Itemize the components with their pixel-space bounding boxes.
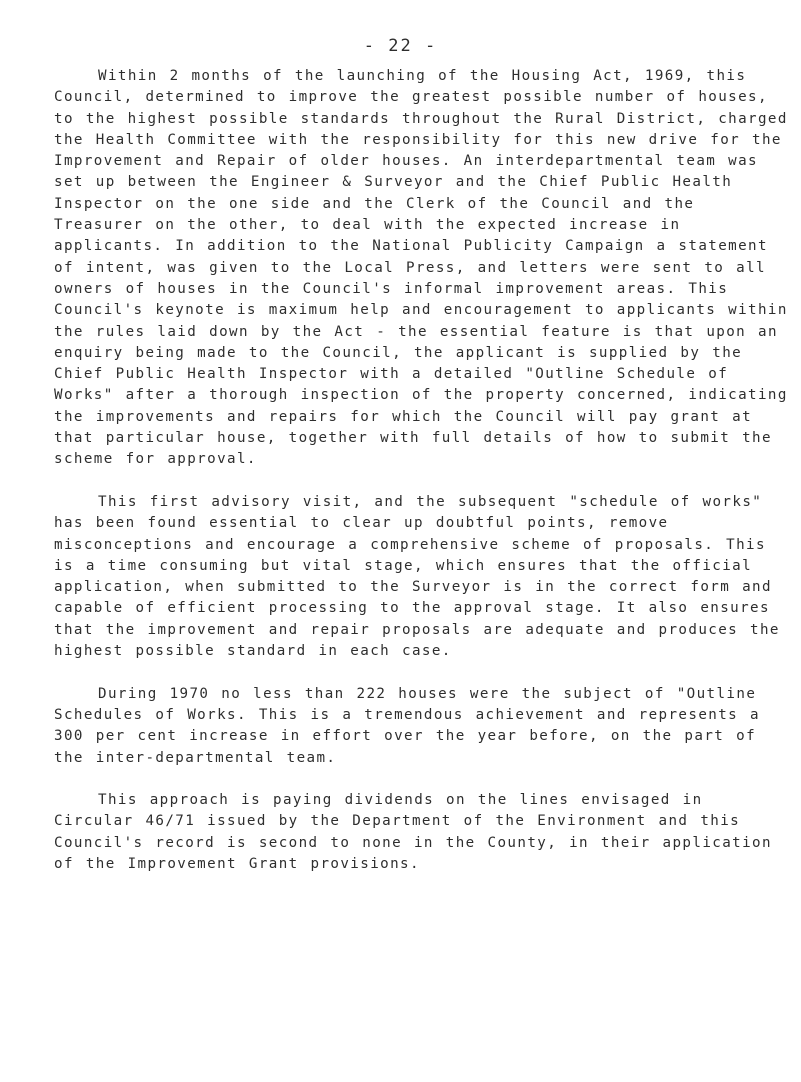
page-number: - 22 -: [363, 36, 438, 56]
paragraph-1970-schedules: During 1970 no less than 222 houses were the subject of "Outline Schedules of Works. This is a tremendous achievement and represents a 300 per cent increase in effort over the year before, on the part of the inter-departmental team.: [54, 685, 760, 766]
paragraph-circular-46-71: This approach is paying dividends on the lines envisaged in Circular 46/71 issued by the Department of the Environment and this Council's record is second to none in the County, in their application of the Improvement Grant provisions.: [54, 792, 772, 872]
paragraph-advisory-visit: This first advisory visit, and the subsequent "schedule of works" has been found essential to clear up doubtful points, remove misconceptions and encourage a comprehensive scheme of proposals. This is a time consuming but vital stage, which ensures that the official application, when submitted to the Surveyor is in the correct form and capable of efficient processing to the approval stage. It also ensures that the improvement and repair proposals are adequate and produces the highest possible standard in each case.: [54, 493, 780, 660]
document-body: [54, 66, 794, 897]
paragraph-housing-act: Within 2 months of the launching of the Housing Act, 1969, this Council, determined to improve the greatest possible number of houses, to the highest possible standards throughout the Rural District, charged the Health Committee with the responsibility for this new drive for the Improvement and Repair of older houses. An interdepartmental team was set up between the Engineer & Surveyor and the Chief Public Health Inspector on the one side and the Clerk of the Council and the Treasurer on the other, to deal with the expected increase in applicants. In addition to the National Publicity Campaign a statement of intent, was given to the Local Press, and letters were sent to all owners of houses in the Council's informal improvement areas. This Council's keynote is maximum help and encouragement to applicants within the rules laid down by the Act - the essential feature is that upon an enquiry being made to the Council, the applicant is supplied by the Chief Public Health Inspector with a detailed "Outline Schedule of Works" after a thorough inspection of the property concerned, indicating the improvements and repairs for which the Council will pay grant at that particular house, together with full details of how to submit the scheme for approval.: [54, 68, 788, 468]
